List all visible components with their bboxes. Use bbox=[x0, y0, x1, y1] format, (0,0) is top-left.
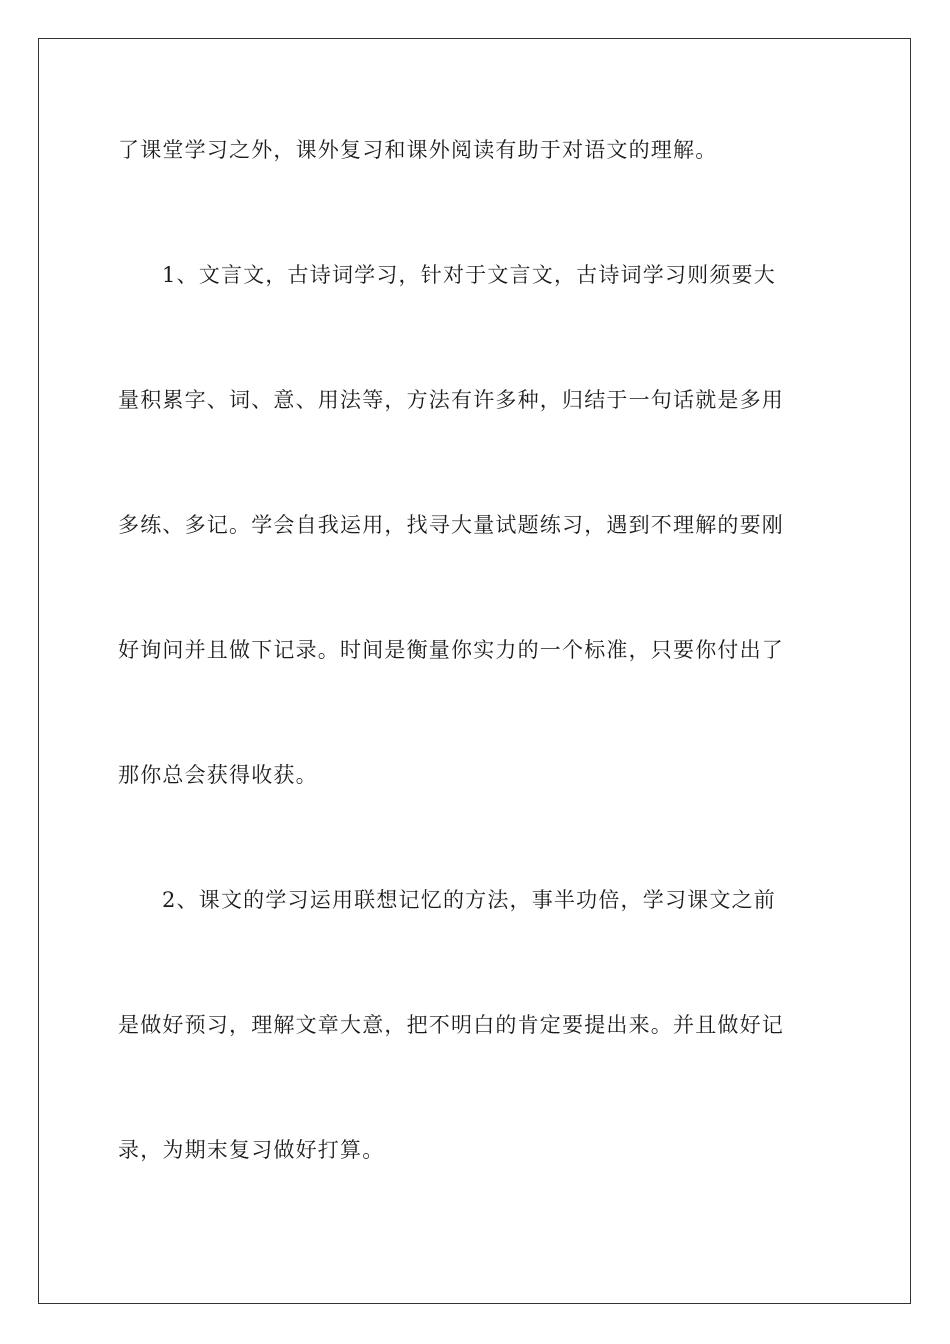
text-line: 那你总会获得收获。 bbox=[118, 763, 318, 787]
text-line: 是做好预习，理解文章大意，把不明白的肯定要提出来。并且做好记 bbox=[118, 1013, 784, 1037]
text-line: 量积累字、词、意、用法等，方法有许多种，归结于一句话就是多用 bbox=[118, 388, 784, 412]
paragraph-2-first-line: 2、课文的学习运用联想记忆的方法，事半功倍，学习课文之前 bbox=[162, 888, 776, 912]
paragraph-1-first-line: 1、文言文，古诗词学习，针对于文言文，古诗词学习则须要大 bbox=[162, 263, 776, 287]
text-line: 录，为期末复习做好打算。 bbox=[118, 1138, 385, 1162]
text-line: 了课堂学习之外，课外复习和课外阅读有助于对语文的理解。 bbox=[118, 138, 718, 162]
page-frame bbox=[38, 38, 911, 1304]
text-line: 好询问并且做下记录。时间是衡量你实力的一个标准，只要你付出了 bbox=[118, 638, 784, 662]
text-line: 多练、多记。学会自我运用，找寻大量试题练习，遇到不理解的要刚 bbox=[118, 513, 784, 537]
